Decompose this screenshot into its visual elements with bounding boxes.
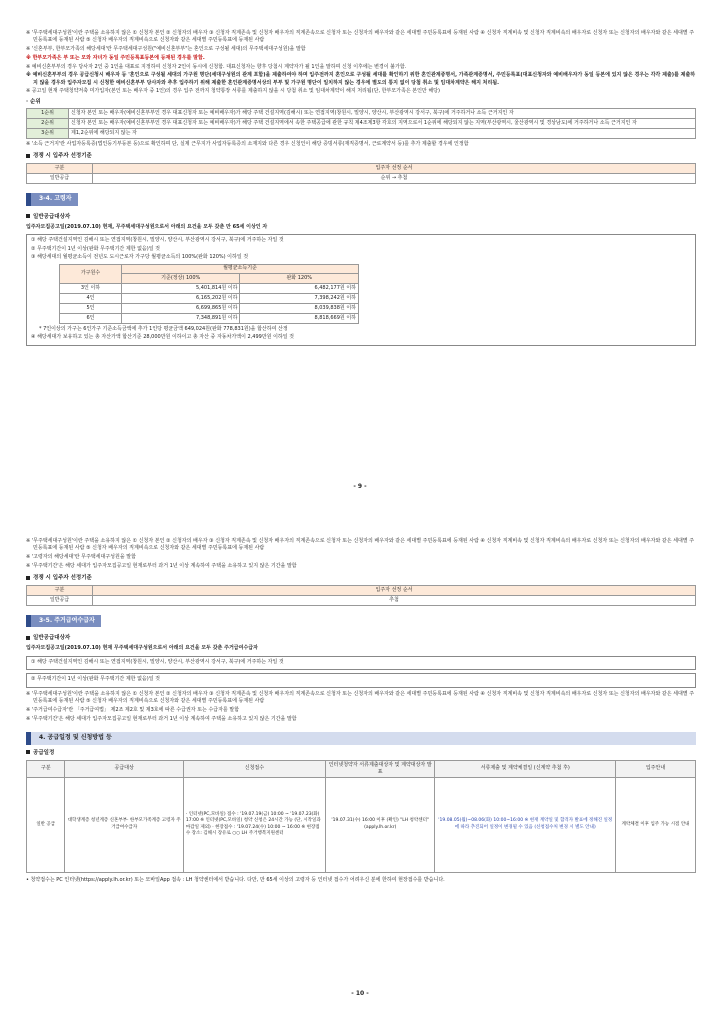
eligibility-intro: 입주자모집공고일(2019.07.10) 현재, 무주택세대구성원으로서 아래의 요건을 모두 갖춘 만 65세 이상인 자 xyxy=(26,223,268,230)
section-header-schedule: 4. 공급일정 및 신청방법 등 xyxy=(26,732,696,745)
col-header: 입주안내 xyxy=(616,760,696,777)
col-header: 인터넷청약자 서류제출대상자 및 계약대상자 발표 xyxy=(325,760,435,777)
rank-value: 신청자 본인 또는 배우자(예비신혼부부인 경우 대표신청자 또는 예비배우자)가 해당 주택 건설지역에서 속한 주택공급에 관한 규칙 제4조제3항 각호의 지역으로서 1순위에 해당되지 않는 지역(부산광역시, 울산광역시 및 경상남도)에 거주하거나 소득 근거지인 자 xyxy=(69,119,696,129)
table-row: 4인 6,165,202원 이하 7,398,242원 이하 xyxy=(60,294,359,304)
rank-key: 3순위 xyxy=(27,129,69,139)
section-header-housing-benefit: 3-5. 주거급여수급자 xyxy=(26,615,101,628)
note-homeless-period: ※ '무주택기간'은 해당 세대가 입주자모집공고일 현재로부터 과거 1년 이상 계속하여 주택을 소유하고 있지 않은 기간을 말함 xyxy=(26,562,297,569)
col-header: 신청접수 xyxy=(183,760,325,777)
table-row xyxy=(27,119,696,129)
income-base-note: ※ '소득 근거지'란 사업자등록증(법인등기부등본 등)으로 확인하며 단, 실제 근무지가 사업자등록증의 소재지와 다른 경우 신청인이 해당 증빙서류(재직증명서, 근로계약서 등)를 추가 제출할 경우에 인정함 xyxy=(26,141,469,147)
page-number: - 10 - xyxy=(351,990,369,997)
col-header: 가구원수 xyxy=(60,264,122,284)
table-row xyxy=(27,777,696,872)
application-footnote: • 청약접수는 PC 인터넷(https://apply.lh.or.kr) 또는 모바일App 접속 : LH 청약센터에서 받습니다. 다만, 만 65세 이상의 고령자 등 인터넷 접수가 어려우신 분에 한하여 현장접수를 받습니다. xyxy=(26,876,445,883)
note-homeless-member: ※ '무주택세대구성원'이란 주택을 소유하지 않은 ① 신청자 본인 ② 신청자의 배우자 ③ 신청자 직계존속 및 신청자 배우자의 직계존속으로 신청자 또는 신청자의 배우자와 같은 세대별 주민등록표에 등재된 사람 ④ 신청자 직계비속 및 신청자 직계비속의 배우자로 신청자 또는 신청자의 배우자와 같은 세대별 주민등록표에 등재된 사람 ⑤ 신청자 배우자의 직계비속으로 신청자와 같은 세대별 주민등록표에 등재된 사람 xyxy=(26,691,695,705)
cell-move: 계약체결 이후 입주 가능 시점 안내 xyxy=(616,777,696,872)
requirement-1: ① 해당 주택건설지역인 김해시 또는 연접지역(창원시, 밀양시, 양산시, 부산광역시 강서구, 북구)에 거주하는 자일 것 xyxy=(31,236,284,243)
competition-title: 경쟁 시 입주자 선정기준 xyxy=(26,575,696,583)
col-header: 입주자 선정 순서 xyxy=(93,585,696,595)
income-table-note: * 7인이상의 가구는 6인가구 기준소득금액에 추가 1인당 평균금액 649,024원(완화 778,831원)을 합산하여 산정 xyxy=(39,325,288,332)
requirement-3: ③ 해당세대의 월평균소득이 전년도 도시근로자 가구당 월평균소득의 100%(완화 120%) 이하일 것 xyxy=(31,254,249,261)
page-9 xyxy=(26,30,696,349)
requirements-box xyxy=(26,234,696,346)
rank-value: 제1,2순위에 해당되지 않는 자 xyxy=(69,129,696,139)
cell-apply: · 인터넷(PC,모바일) 접수 : '19.07.19(금) 10:00 ~ '19.07.23(화) 17:00 ※ 인터넷(PC,모바일) 청약 신청은 24시간 가능 (단, 시작일과 마감일 제외) · 현장접수 : '19.07.24(수) 10:00 ~ 16:00 ※ 현장접수 장소: 김해시 장유로 ○○ LH 주거행복지원센터 xyxy=(183,777,325,872)
note-prenewlywed-rep: ※ 예비신혼부부의 경우 당사자 2인 중 1인을 대표로 지정하여 신청자 2인이 동시에 신청함. 대표신청자는 향후 당첨시 계약자가 될 1인을 말하며 신청 이후에는 변경이 불가함. xyxy=(26,63,407,70)
schedule-title: 공급일정 xyxy=(26,750,696,758)
table-row: 5인 6,699,865원 이하 8,039,838원 이하 xyxy=(60,303,359,313)
table-row xyxy=(27,129,696,139)
col-header: 입주자 선정 순서 xyxy=(93,164,696,174)
note-elderly-household: ※ '고령자의 해당세대'란 무주택세대구성원을 말함 xyxy=(26,554,136,560)
page-number: - 9 - xyxy=(353,483,367,490)
selection-table xyxy=(26,163,696,184)
col-header: 기준(정상) 100% xyxy=(121,274,240,284)
note-homeless-member: ※ '무주택세대구성원'이란 주택을 소유하지 않은 ① 신청자 본인 ② 신청자의 배우자 ③ 신청자 직계존속 및 신청자 배우자의 직계존속으로 신청자 또는 신청자의 배우자와 같은 세대별 주민등록표에 등재된 사람 ④ 신청자 직계비속 및 신청자 직계비속의 배우자로 신청자 또는 신청자의 배우자와 같은 세대별 주민등록표에 등재된 사람 ⑤ 신청자 배우자의 직계비속으로 신청자와 같은 세대별 주민등록표에 등재된 사람 xyxy=(26,538,695,552)
rank-value: 신청자 본인 또는 배우자(예비신혼부부인 경우 대표신청자 또는 예비배우자)가 해당 주택 건설지역(김해시) 또는 연접지역(창원시, 밀양시, 양산시, 부산광역시 강서구, 북구)에 거주하거나 소득 근거지인 자 xyxy=(69,109,696,119)
col-header: 서류제출 및 계약체결일 (신계약 추첨 후) xyxy=(435,760,616,777)
table-row xyxy=(27,595,696,605)
note-single-parent: ※ 한부모가족은 부 또는 모와 자녀가 동일 주민등록표등본에 등재된 경우를 말함. xyxy=(26,54,205,61)
cell-announce: '19.07.31(수) 16:00 이후 (확인) "LH 청약센터" (apply.lh.or.kr) xyxy=(325,777,435,872)
cell: 추첨 xyxy=(93,595,696,605)
note-savings: ※ 공고일 현재 주택청약저축 미가입자(본인 또는 배우자 중 1인)의 경우 입주 전까지 청약통장 서류를 제출하지 않을 시 당첨 취소 및 임대차계약이 해지 처리됨(단, 한부모가족은 본인만 해당) xyxy=(26,88,440,95)
cell: 일반공급 xyxy=(27,595,93,605)
col-header: 완화 120% xyxy=(240,274,359,284)
requirements-box xyxy=(26,656,696,671)
competition-title: 경쟁 시 입주자 선정기준 xyxy=(26,153,696,161)
subsection-title: 일반공급대상자 xyxy=(26,635,696,643)
col-header: 구분 xyxy=(27,760,65,777)
col-header: 월평균소득기준 xyxy=(121,264,358,274)
note-homeless-member: ※ '무주택세대구성원'이란 주택을 소유하지 않은 ① 신청자 본인 ② 신청자의 배우자 ③ 신청자 직계존속 및 신청자 배우자의 직계존속으로 신청자 또는 신청자의 배우자와 같은 세대별 주민등록표에 등재된 사람 ④ 신청자 직계비속 및 신청자 직계비속의 배우자로 신청자 또는 신청자의 배우자와 같은 세대별 주민등록표에 등재된 사람 ⑤ 신청자 배우자의 직계비속으로 신청자와 같은 세대별 주민등록표에 등재된 사람 xyxy=(26,30,695,44)
requirement-1: ① 해당 주택건설지역인 김해시 또는 연접지역(창원시, 밀양시, 양산시, 부산광역시 강서구, 북구)에 거주하는 자일 것 xyxy=(31,658,284,665)
col-header: 구분 xyxy=(27,585,93,595)
eligibility-intro: 입주자모집공고일(2019.07.10) 현재 무주택세대구성원으로서 아래의 요건을 모두 갖춘 주거급여수급자 xyxy=(26,645,258,652)
cell-kind: 일반 공급 xyxy=(27,777,65,872)
cell-docs: '19.08.05(월)~08.06(화) 10:00~16:00 ※ 현재 계약일 및 합격자 발표에 정해진 일정에 따라 추진되어 일정이 변경될 수 있음 (신청접수처 변경 시 별도 안내) xyxy=(435,777,616,872)
requirement-4: ④ 해당세대가 보유하고 있는 총 자산가액 합산기준 28,000만원 이하이고 총 자산 중 자동차가액이 2,499만원 이하일 것 xyxy=(31,334,294,341)
col-header: 구분 xyxy=(27,164,93,174)
cell-target: 대학생계층 청년계층 신혼부부· 한부모가족계층 고령자 주거급여수급자 xyxy=(65,777,183,872)
col-header: 공급대상 xyxy=(65,760,183,777)
rank-key: 1순위 xyxy=(27,109,69,119)
note-benefit-recipient: ※ '주거급여수급자'란 「주거급여법」 제2조 제2호 및 제3호에 따른 수급권자 또는 수급자를 말함 xyxy=(26,707,240,714)
rank-key: 2순위 xyxy=(27,119,69,129)
requirement-2: ② 무주택기간이 1년 이상(완화 무주택기간 제한 없음)일 것 xyxy=(31,245,160,252)
note-newlywed-household: ※ '신혼부부, 한부모가족의 해당세대'란 무주택세대구성원("예비신혼부부"는 혼인으로 구성될 세대)의 무주택세대구성원)을 말함 xyxy=(26,46,306,52)
schedule-table xyxy=(26,760,696,873)
cell: 순위 → 추첨 xyxy=(93,174,696,184)
table-row: 3인 이하 5,401,814원 이하 6,482,177원 이하 xyxy=(60,284,359,294)
requirement-2: ② 무주택기간이 1년 이상(완화 무주택기간 제한 없음)일 것 xyxy=(31,676,160,683)
table-row xyxy=(27,174,696,184)
section-header-elderly: 3-4. 고령자 xyxy=(26,193,78,206)
intro-notes xyxy=(26,30,696,96)
rank-title: · 순위 xyxy=(26,98,41,105)
table-row xyxy=(27,109,696,119)
income-table xyxy=(59,264,359,324)
note-prenewlywed-docs: ※ 예비신혼부부의 경우 공급신청시 배우자 등 '혼인으로 구성될 세대의 가구원 명단(세대구성원의 관계 포함)을 제출하여야 하며 입주전까지 혼인으로 구성될 세대를 확인하기 위한 혼인관계증명서, 가족관계증명서, 주민등록표(대표신청자와 예비배우자가 동일 등본에 있지 않은 경우는 각각 제출)를 제출하지 않을 경우와 입주자모집 시 신청한 예비신혼부부 당사자와 추후 입주하기 위해 제출한 혼인관계증명서상의 부부 및 가구원 명단이 일치하지 않는 경우에 별도의 통지 없이 당첨 취소 및 임대차계약은 해지 처리됨. xyxy=(26,72,696,86)
cell: 일반공급 xyxy=(27,174,93,184)
selection-table xyxy=(26,585,696,606)
rank-table xyxy=(26,108,696,139)
table-row: 6인 7,348,891원 이하 8,818,669원 이하 xyxy=(60,313,359,323)
subsection-title: 일반공급대상자 xyxy=(26,214,696,222)
page-10 xyxy=(26,538,696,886)
requirements-box xyxy=(26,673,696,688)
note-homeless-period: ※ '무주택기간'은 해당 세대가 입주자모집공고일 현재로부터 과거 1년 이상 계속하여 주택을 소유하고 있지 않은 기간을 말함 xyxy=(26,715,297,722)
